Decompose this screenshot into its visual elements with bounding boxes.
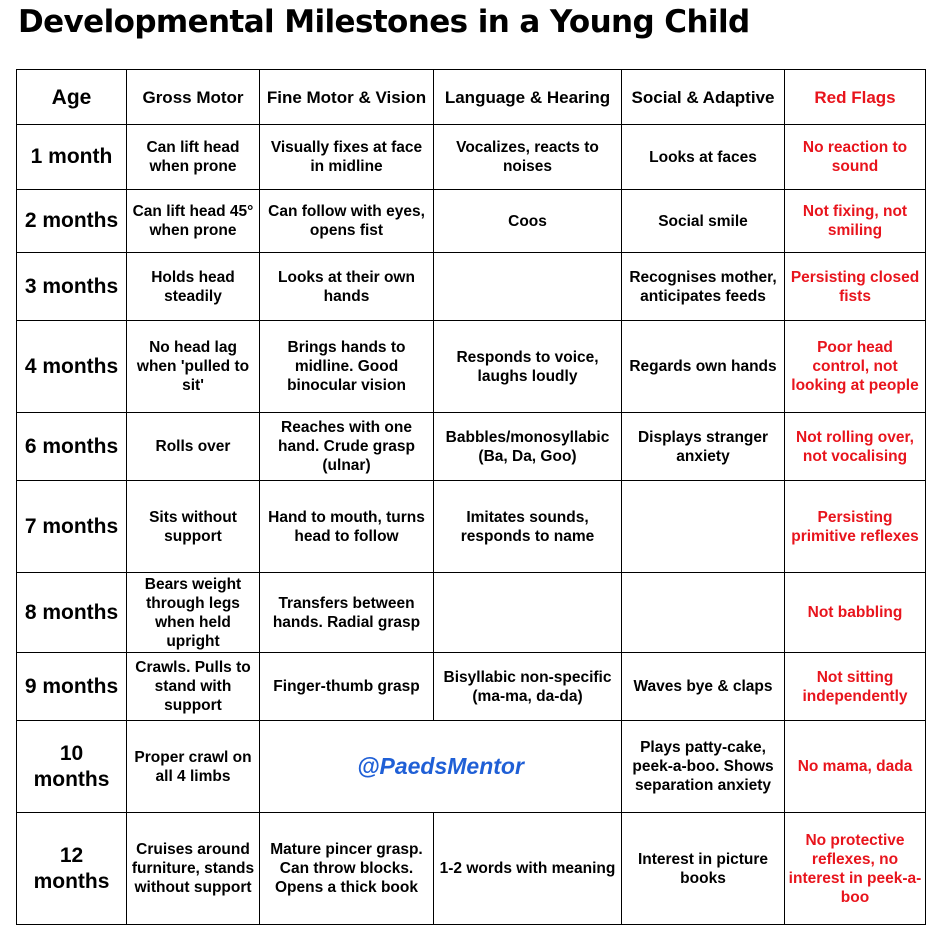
social-cell — [622, 481, 785, 573]
social-cell: Displays stranger anxiety — [622, 413, 785, 481]
red-flag-cell: Not rolling over, not vocalising — [785, 413, 926, 481]
age-cell: 10 months — [17, 721, 127, 813]
age-cell: 6 months — [17, 413, 127, 481]
red-flag-cell: No reaction to sound — [785, 125, 926, 190]
social-cell: Regards own hands — [622, 321, 785, 413]
milestones-table — [16, 69, 926, 925]
header-age: Age — [17, 70, 127, 125]
age-cell: 2 months — [17, 190, 127, 253]
red-flag-cell: Persisting closed fists — [785, 253, 926, 321]
table-row — [17, 125, 926, 190]
social-cell: Waves bye & claps — [622, 653, 785, 721]
red-flag-cell: Not babbling — [785, 573, 926, 653]
header-gross-motor: Gross Motor — [127, 70, 260, 125]
language-cell: Imitates sounds, responds to name — [434, 481, 622, 573]
red-flag-cell: Persisting primitive reflexes — [785, 481, 926, 573]
fine-motor-cell: Transfers between hands. Radial grasp — [260, 573, 434, 653]
language-cell: Coos — [434, 190, 622, 253]
red-flag-cell: No protective reflexes, no interest in peek-a-boo — [785, 813, 926, 925]
social-cell: Recognises mother, anticipates feeds — [622, 253, 785, 321]
gross-motor-cell: Holds head steadily — [127, 253, 260, 321]
header-row — [17, 70, 926, 125]
fine-motor-cell: Finger-thumb grasp — [260, 653, 434, 721]
header-language: Language & Hearing — [434, 70, 622, 125]
age-cell: 1 month — [17, 125, 127, 190]
header-red-flags: Red Flags — [785, 70, 926, 125]
fine-motor-cell: Can follow with eyes, opens fist — [260, 190, 434, 253]
table-row — [17, 253, 926, 321]
social-cell: Plays patty-cake, peek-a-boo. Shows separation anxiety — [622, 721, 785, 813]
table-row — [17, 481, 926, 573]
fine-motor-cell: Mature pincer grasp. Can throw blocks. Opens a thick book — [260, 813, 434, 925]
table-row — [17, 813, 926, 925]
social-cell — [622, 573, 785, 653]
age-cell: 3 months — [17, 253, 127, 321]
gross-motor-cell: Cruises around furniture, stands without support — [127, 813, 260, 925]
age-cell: 7 months — [17, 481, 127, 573]
table-row — [17, 721, 926, 813]
gross-motor-cell: Can lift head 45° when prone — [127, 190, 260, 253]
fine-motor-cell: Hand to mouth, turns head to follow — [260, 481, 434, 573]
social-cell: Interest in picture books — [622, 813, 785, 925]
table-row — [17, 413, 926, 481]
fine-motor-cell: Visually fixes at face in midline — [260, 125, 434, 190]
age-cell: 8 months — [17, 573, 127, 653]
table-row — [17, 321, 926, 413]
age-cell: 12 months — [17, 813, 127, 925]
fine-motor-cell: Looks at their own hands — [260, 253, 434, 321]
header-social: Social & Adaptive — [622, 70, 785, 125]
age-cell: 4 months — [17, 321, 127, 413]
table-row — [17, 573, 926, 653]
gross-motor-cell: No head lag when 'pulled to sit' — [127, 321, 260, 413]
red-flag-cell: Poor head control, not looking at people — [785, 321, 926, 413]
fine-motor-cell: Reaches with one hand. Crude grasp (ulnar) — [260, 413, 434, 481]
watermark-handle: @PaedsMentor — [260, 721, 622, 813]
language-cell: Vocalizes, reacts to noises — [434, 125, 622, 190]
language-cell: 1-2 words with meaning — [434, 813, 622, 925]
gross-motor-cell: Crawls. Pulls to stand with support — [127, 653, 260, 721]
social-cell: Looks at faces — [622, 125, 785, 190]
social-cell: Social smile — [622, 190, 785, 253]
gross-motor-cell: Proper crawl on all 4 limbs — [127, 721, 260, 813]
language-cell: Babbles/monosyllabic (Ba, Da, Goo) — [434, 413, 622, 481]
gross-motor-cell: Can lift head when prone — [127, 125, 260, 190]
red-flag-cell: Not sitting independently — [785, 653, 926, 721]
language-cell — [434, 573, 622, 653]
red-flag-cell: Not fixing, not smiling — [785, 190, 926, 253]
gross-motor-cell: Rolls over — [127, 413, 260, 481]
language-cell — [434, 253, 622, 321]
language-cell: Bisyllabic non-specific (ma-ma, da-da) — [434, 653, 622, 721]
table-row — [17, 653, 926, 721]
gross-motor-cell: Bears weight through legs when held upright — [127, 573, 260, 653]
red-flag-cell: No mama, dada — [785, 721, 926, 813]
language-cell: Responds to voice, laughs loudly — [434, 321, 622, 413]
fine-motor-cell: Brings hands to midline. Good binocular vision — [260, 321, 434, 413]
age-cell: 9 months — [17, 653, 127, 721]
table-row — [17, 190, 926, 253]
gross-motor-cell: Sits without support — [127, 481, 260, 573]
page-title: Developmental Milestones in a Young Child — [18, 4, 750, 40]
header-fine-motor: Fine Motor & Vision — [260, 70, 434, 125]
